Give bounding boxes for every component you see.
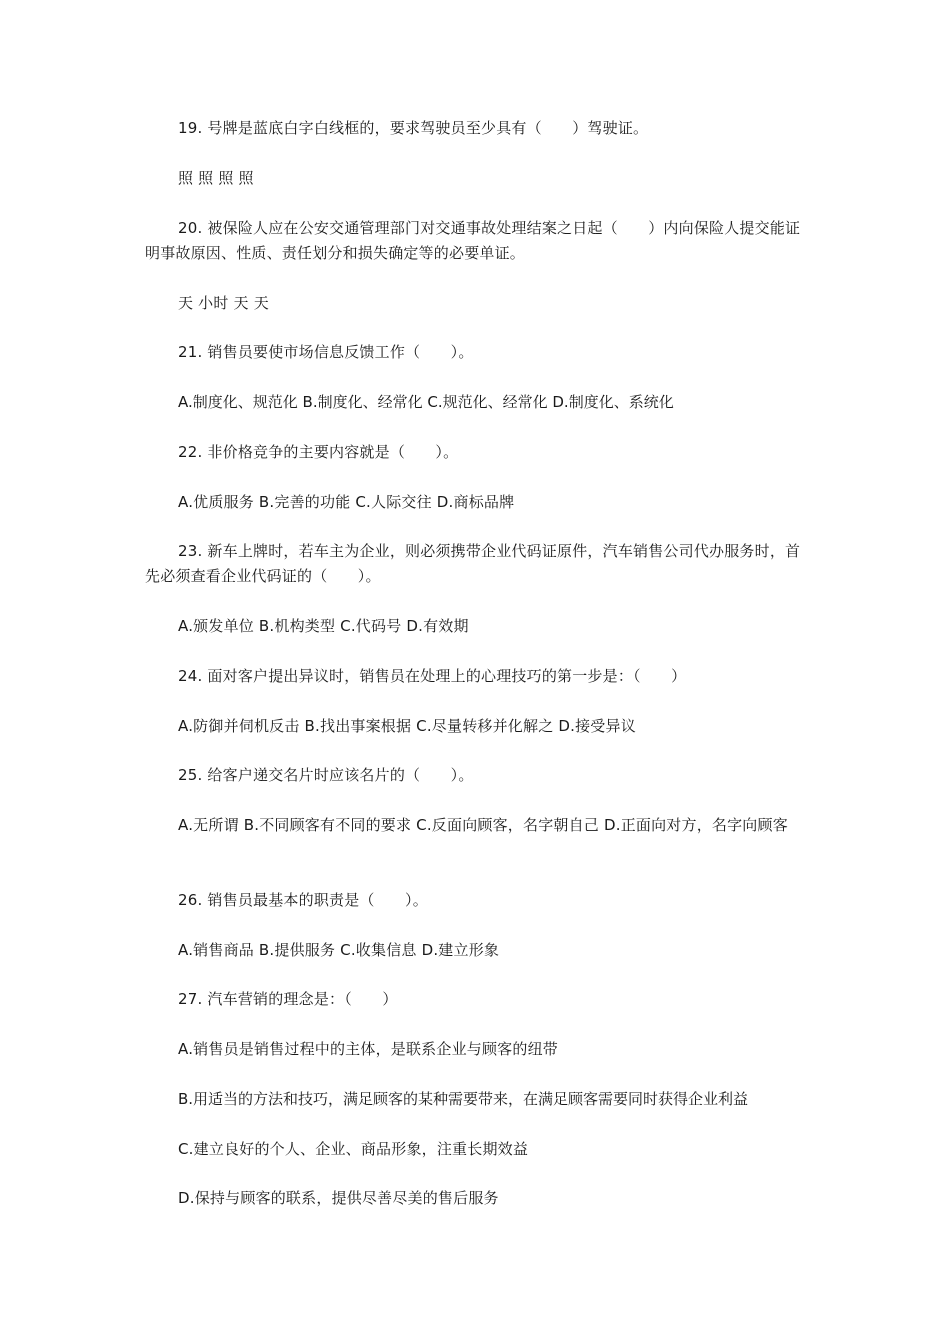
question-25-options: A.无所谓 B.不同顾客有不同的要求 C.反面向顾客，名字朝自己 D.正面向对方，名字向顾客 — [178, 816, 788, 834]
question-22: 22. 非价格竞争的主要内容就是（ ）。 — [178, 443, 459, 461]
question-27-option-a: A.销售员是销售过程中的主体，是联系企业与顾客的纽带 — [178, 1040, 558, 1058]
question-26: 26. 销售员最基本的职责是（ ）。 — [178, 891, 428, 909]
question-25: 25. 给客户递交名片时应该名片的（ ）。 — [178, 766, 474, 784]
question-26-options: A.销售商品 B.提供服务 C.收集信息 D.建立形象 — [178, 941, 500, 959]
question-21-options: A.制度化、规范化 B.制度化、经常化 C.规范化、经常化 D.制度化、系统化 — [178, 393, 674, 411]
question-22-options: A.优质服务 B.完善的功能 C.人际交往 D.商标品牌 — [178, 493, 515, 511]
question-27-option-c: C.建立良好的个人、企业、商品形象，注重长期效益 — [178, 1140, 529, 1158]
question-19-options: 照 照 照 照 — [178, 169, 254, 187]
question-20-options: 天 小时 天 天 — [178, 294, 269, 312]
question-27-option-d: D.保持与顾客的联系，提供尽善尽美的售后服务 — [178, 1189, 499, 1207]
question-23: 23. 新车上牌时，若车主为企业，则必须携带企业代码证原件，汽车销售公司代办服务时，首先必须查看企业代码证的（ ）。 — [145, 542, 801, 585]
question-27: 27. 汽车营销的理念是：（ ） — [178, 990, 398, 1008]
question-24-options: A.防御并伺机反击 B.找出事案根据 C.尽量转移并化解之 D.接受异议 — [178, 717, 636, 735]
question-23-options: A.颁发单位 B.机构类型 C.代码号 D.有效期 — [178, 617, 469, 635]
question-27-option-b: B.用适当的方法和技巧，满足顾客的某种需要带来，在满足顾客需要同时获得企业利益 — [178, 1090, 749, 1108]
question-20: 20. 被保险人应在公安交通管理部门对交通事故处理结案之日起（ ）内向保险人提交能证明事故原因、性质、责任划分和损失确定等的必要单证。 — [145, 219, 801, 262]
question-21: 21. 销售员要使市场信息反馈工作（ ）。 — [178, 343, 474, 361]
question-19: 19. 号牌是蓝底白字白线框的，要求驾驶员至少具有（ ）驾驶证。 — [178, 119, 649, 137]
question-24: 24. 面对客户提出异议时，销售员在处理上的心理技巧的第一步是：（ ） — [178, 667, 687, 685]
